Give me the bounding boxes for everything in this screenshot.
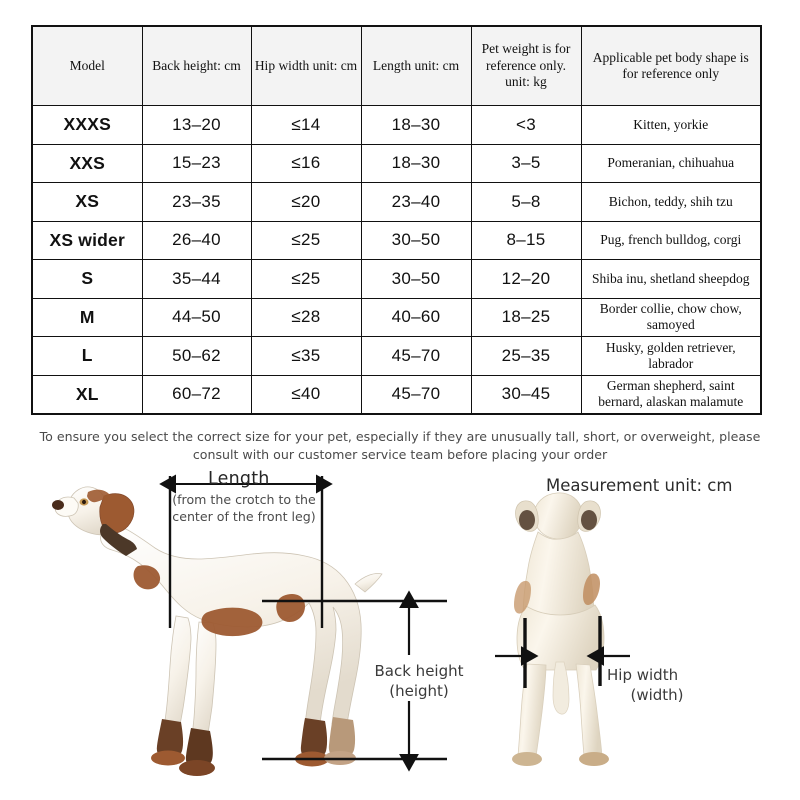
cell-breeds: Husky, golden retriever, labrador [581, 337, 761, 376]
cell-breeds: German shepherd, saint bernard, alaskan malamute [581, 375, 761, 414]
cell-weight: 18–25 [471, 298, 581, 337]
column-header-hip-width: Hip width unit: cm [251, 26, 361, 106]
cell-back-height: 13–20 [142, 106, 251, 145]
dog-side-view-icon [52, 487, 382, 776]
diagram-canvas [0, 466, 800, 800]
cell-back-height: 44–50 [142, 298, 251, 337]
cell-weight: 12–20 [471, 260, 581, 299]
cell-back-height: 60–72 [142, 375, 251, 414]
table-header [32, 26, 761, 106]
cell-length: 45–70 [361, 375, 471, 414]
back-height-sublabel: (height) [389, 681, 449, 700]
table-row [32, 375, 761, 414]
cell-length: 30–50 [361, 221, 471, 260]
cell-back-height: 50–62 [142, 337, 251, 376]
cell-length: 23–40 [361, 183, 471, 222]
cell-breeds: Border collie, chow chow, samoyed [581, 298, 761, 337]
column-header-length: Length unit: cm [361, 26, 471, 106]
table-row [32, 298, 761, 337]
column-header-model: Model [32, 26, 142, 106]
hip-width-sublabel: (width) [630, 685, 684, 704]
cell-model: XS wider [32, 221, 142, 260]
back-height-label: Back height [374, 662, 464, 680]
measurement-unit-label: Measurement unit: cm [546, 476, 733, 495]
cell-hip-width: ≤20 [251, 183, 361, 222]
cell-model: XL [32, 375, 142, 414]
length-label: Length [208, 469, 270, 489]
table-row [32, 183, 761, 222]
cell-model: M [32, 298, 142, 337]
column-header-back-height: Back height: cm [142, 26, 251, 106]
cell-length: 45–70 [361, 337, 471, 376]
cell-length: 18–30 [361, 144, 471, 183]
table-row [32, 144, 761, 183]
size-chart-table-container [31, 25, 760, 415]
cell-model: XXS [32, 144, 142, 183]
column-header-weight: Pet weight is for reference only. unit: kg [471, 26, 581, 106]
cell-hip-width: ≤40 [251, 375, 361, 414]
cell-back-height: 23–35 [142, 183, 251, 222]
hip-width-label: Hip width [607, 666, 679, 684]
cell-weight: 25–35 [471, 337, 581, 376]
cell-breeds: Pug, french bulldog, corgi [581, 221, 761, 260]
cell-weight: <3 [471, 106, 581, 145]
cell-back-height: 15–23 [142, 144, 251, 183]
table-body [32, 106, 761, 414]
cell-hip-width: ≤14 [251, 106, 361, 145]
cell-length: 18–30 [361, 106, 471, 145]
table-row [32, 337, 761, 376]
table-row [32, 221, 761, 260]
cell-weight: 30–45 [471, 375, 581, 414]
measurement-diagram [0, 466, 800, 800]
cell-model: S [32, 260, 142, 299]
table-row [32, 106, 761, 145]
cell-hip-width: ≤16 [251, 144, 361, 183]
cell-hip-width: ≤25 [251, 221, 361, 260]
cell-model: XS [32, 183, 142, 222]
cell-hip-width: ≤35 [251, 337, 361, 376]
cell-hip-width: ≤28 [251, 298, 361, 337]
back-height-label-group [367, 662, 471, 701]
table-row [32, 260, 761, 299]
cell-weight: 8–15 [471, 221, 581, 260]
cell-model: L [32, 337, 142, 376]
hip-width-label-group [607, 666, 707, 705]
cell-breeds: Shiba inu, shetland sheepdog [581, 260, 761, 299]
cell-length: 30–50 [361, 260, 471, 299]
column-header-breeds: Applicable pet body shape is for reference only [581, 26, 761, 106]
cell-back-height: 26–40 [142, 221, 251, 260]
sizing-note: To ensure you select the correct size for your pet, especially if they are unusually tall, short, or overweight, please consult with our customer service team before placing your order [39, 429, 761, 462]
cell-length: 40–60 [361, 298, 471, 337]
cell-breeds: Bichon, teddy, shih tzu [581, 183, 761, 222]
length-sublabel: (from the crotch to the center of the front leg) [172, 492, 316, 524]
cell-weight: 5–8 [471, 183, 581, 222]
cell-breeds: Kitten, yorkie [581, 106, 761, 145]
size-chart-table [31, 25, 762, 415]
cell-weight: 3–5 [471, 144, 581, 183]
table-header-row [32, 26, 761, 106]
cell-hip-width: ≤25 [251, 260, 361, 299]
cell-back-height: 35–44 [142, 260, 251, 299]
cell-model: XXXS [32, 106, 142, 145]
cell-breeds: Pomeranian, chihuahua [581, 144, 761, 183]
